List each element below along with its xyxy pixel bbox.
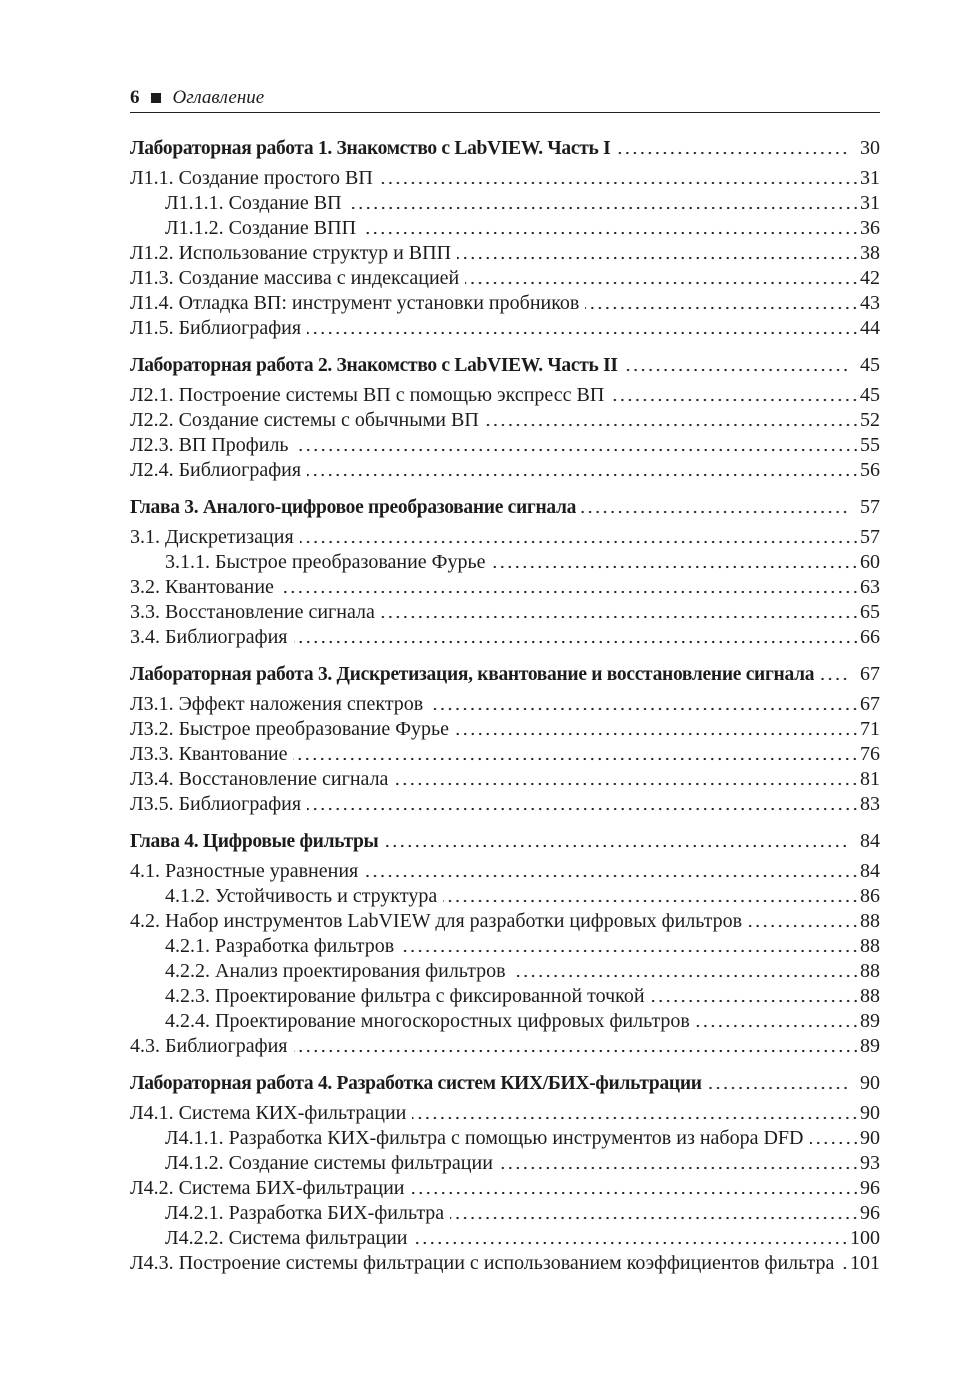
toc-entry-page-number: 38 <box>860 242 880 264</box>
dot-leader <box>748 909 859 934</box>
toc-entry-title: 4.2. Набор инструментов LabVIEW для разработки цифровых фильтров <box>130 910 743 932</box>
toc-entry-title: Л3.2. Быстрое преобразование Фурье <box>130 718 450 740</box>
dot-leader <box>840 1251 849 1276</box>
toc-entry-title: Л4.1. Система КИХ-фильтрации <box>130 1102 407 1124</box>
toc-subentry-page-number: 100 <box>850 1227 880 1249</box>
toc-heading-row <box>130 136 880 161</box>
toc-entry-page-number: 63 <box>860 576 880 598</box>
dot-leader <box>457 241 859 266</box>
dot-leader <box>818 662 849 687</box>
dot-leader <box>585 291 859 316</box>
dot-leader <box>300 525 859 550</box>
toc-entry-page-number: 67 <box>860 693 880 715</box>
toc-entry-row <box>130 241 880 266</box>
toc-entry-row <box>130 767 880 792</box>
toc-entry-title: Л2.4. Библиография <box>130 459 302 481</box>
running-head <box>130 86 880 110</box>
toc-heading-title: Глава 3. Аналого-цифровое преобразование сигнала <box>130 497 577 518</box>
toc-entry-row <box>130 383 880 408</box>
toc-entry-page-number: 57 <box>860 526 880 548</box>
dot-leader <box>295 433 859 458</box>
toc-entry-title: Л1.3. Создание массива с индексацией <box>130 267 460 289</box>
toc-subentry-row <box>130 1201 880 1226</box>
dot-leader <box>706 1071 849 1096</box>
dot-leader <box>465 266 859 291</box>
dot-leader <box>413 1226 849 1251</box>
toc-entry-title: Л3.5. Библиография <box>130 793 302 815</box>
dot-leader <box>810 1126 860 1151</box>
toc-heading-row <box>130 829 880 854</box>
toc-entry-title: 4.3. Библиография <box>130 1035 288 1057</box>
toc-heading-title: Лабораторная работа 2. Знакомство с LabVIEW. Часть II <box>130 355 618 376</box>
toc-heading-title: Лабораторная работа 1. Знакомство с LabVIEW. Часть I <box>130 138 611 159</box>
toc-subentry-title: Л1.1.1. Создание ВП <box>165 192 342 214</box>
dot-leader <box>455 717 859 742</box>
toc-entry-row <box>130 433 880 458</box>
toc-entry-row <box>130 1251 880 1276</box>
dot-leader <box>450 1201 859 1226</box>
toc-subentry-page-number: 31 <box>860 192 880 214</box>
toc-subentry-row <box>130 1226 880 1251</box>
toc-entry-row <box>130 717 880 742</box>
dot-leader <box>491 550 859 575</box>
toc-entry-title: Л3.4. Восстановление сигнала <box>130 768 389 790</box>
toc-entry-page-number: 55 <box>860 434 880 456</box>
toc-subentry-title: 4.2.2. Анализ проектирования фильтров <box>165 960 506 982</box>
toc-subentry-title: Л4.2.1. Разработка БИХ-фильтра <box>165 1202 445 1224</box>
toc-entry-page-number: 52 <box>860 409 880 431</box>
toc-subentry-row <box>130 934 880 959</box>
toc-entry-page-number: 88 <box>860 910 880 932</box>
toc-entry-title: 3.1. Дискретизация <box>130 526 294 548</box>
toc-entry-row <box>130 692 880 717</box>
toc-entry-row <box>130 166 880 191</box>
toc-subentry-page-number: 96 <box>860 1202 880 1224</box>
toc-subentry-title: 4.2.1. Разработка фильтров <box>165 935 395 957</box>
toc-heading-title: Лабораторная работа 4. Разработка систем КИХ/БИХ-фильтрации <box>130 1073 702 1094</box>
toc-entry-page-number: 76 <box>860 743 880 765</box>
toc-entry-row <box>130 625 880 650</box>
toc-subentry-title: 4.2.4. Проектирование многоскоростных цифровых фильтров <box>165 1010 690 1032</box>
dot-leader <box>379 166 859 191</box>
dot-leader <box>512 959 859 984</box>
toc-entry-title: Л1.1. Создание простого ВП <box>130 167 373 189</box>
dot-leader <box>294 1034 860 1059</box>
toc-entry-page-number: 56 <box>860 459 880 481</box>
dot-leader <box>307 458 859 483</box>
toc-entry-row <box>130 266 880 291</box>
toc-subentry-row <box>130 1151 880 1176</box>
toc-subentry-title: Л4.1.1. Разработка КИХ-фильтра с помощью инструментов из набора DFD <box>165 1127 804 1149</box>
toc-entry-page-number: 83 <box>860 793 880 815</box>
header-rule <box>130 112 880 113</box>
toc-subentry-row <box>130 984 880 1009</box>
toc-subentry-title: Л1.1.2. Создание ВПП <box>165 217 357 239</box>
dot-leader <box>622 353 849 378</box>
toc-subentry-row <box>130 1009 880 1034</box>
toc-entry-title: 3.2. Квантование <box>130 576 274 598</box>
toc-entry-title: Л1.2. Использование структур и ВПП <box>130 242 452 264</box>
toc-entry-row <box>130 575 880 600</box>
toc-heading-row <box>130 495 880 520</box>
toc-entry-row <box>130 1034 880 1059</box>
dot-leader <box>614 136 849 161</box>
dot-leader <box>580 495 849 520</box>
square-bullet-icon <box>151 93 161 103</box>
toc-entry-row <box>130 792 880 817</box>
toc-entry-page-number: 71 <box>860 718 880 740</box>
toc-entry-page-number: 81 <box>860 768 880 790</box>
dot-leader <box>362 216 859 241</box>
toc-entry-row <box>130 909 880 934</box>
dot-leader <box>294 625 860 650</box>
toc-subentry-title: 4.2.3. Проектирование фильтра с фиксированной точкой <box>165 985 645 1007</box>
toc-entry-page-number: 42 <box>860 267 880 289</box>
toc-entry-title: Л4.3. Построение системы фильтрации с использованием коэффициентов фильтра <box>130 1252 835 1274</box>
dot-leader <box>499 1151 859 1176</box>
toc-entry-page-number: 90 <box>860 1102 880 1124</box>
toc-subentry-page-number: 88 <box>860 935 880 957</box>
dot-leader <box>364 859 859 884</box>
dot-leader <box>412 1101 859 1126</box>
toc-entry-title: Л2.3. ВП Профиль <box>130 434 289 456</box>
toc-entry-page-number: 101 <box>850 1252 880 1274</box>
toc-subentry-row <box>130 550 880 575</box>
toc-subentry-page-number: 60 <box>860 551 880 573</box>
toc-subentry-page-number: 36 <box>860 217 880 239</box>
toc-entry-row <box>130 600 880 625</box>
toc-entry-title: Л3.1. Эффект наложения спектров <box>130 693 424 715</box>
toc-heading-row <box>130 662 880 687</box>
toc-heading-page-number: 67 <box>860 663 880 685</box>
toc-entry-page-number: 44 <box>860 317 880 339</box>
toc-entry-page-number: 96 <box>860 1177 880 1199</box>
toc-entry-row <box>130 1101 880 1126</box>
dot-leader <box>348 191 859 216</box>
toc-entry-page-number: 45 <box>860 384 880 406</box>
toc-entry-title: Л3.3. Квантование <box>130 743 288 765</box>
toc-subentry-row <box>130 191 880 216</box>
toc-subentry-page-number: 89 <box>860 1010 880 1032</box>
dot-leader <box>394 767 859 792</box>
dot-leader <box>293 742 859 767</box>
toc-entry-title: Л1.5. Библиография <box>130 317 302 339</box>
toc-entry-row <box>130 742 880 767</box>
toc-heading-page-number: 90 <box>860 1072 880 1094</box>
toc-entry-page-number: 84 <box>860 860 880 882</box>
toc-subentry-title: 4.1.2. Устойчивость и структура <box>165 885 438 907</box>
toc-entry-page-number: 66 <box>860 626 880 648</box>
toc-entry-title: Л1.4. Отладка ВП: инструмент установки пробников <box>130 292 580 314</box>
dot-leader <box>411 1176 859 1201</box>
toc-subentry-row <box>130 216 880 241</box>
dot-leader <box>382 829 849 854</box>
toc-entry-title: Л2.2. Создание системы с обычными ВП <box>130 409 479 431</box>
toc-heading-page-number: 57 <box>860 496 880 518</box>
toc-subentry-row <box>130 959 880 984</box>
toc-entry-row <box>130 525 880 550</box>
toc-entry-row <box>130 291 880 316</box>
toc-entry-row <box>130 859 880 884</box>
dot-leader <box>651 984 859 1009</box>
toc-entry-page-number: 65 <box>860 601 880 623</box>
toc-heading-page-number: 45 <box>860 354 880 376</box>
toc-subentry-page-number: 86 <box>860 885 880 907</box>
toc-entry-page-number: 43 <box>860 292 880 314</box>
toc-entry-row <box>130 1176 880 1201</box>
dot-leader <box>429 692 859 717</box>
toc-subentry-row <box>130 1126 880 1151</box>
dot-leader <box>443 884 859 909</box>
toc-subentry-title: Л4.1.2. Создание системы фильтрации <box>165 1152 493 1174</box>
dot-leader <box>307 792 859 817</box>
toc-subentry-title: Л4.2.2. Система фильтрации <box>165 1227 408 1249</box>
toc-subentry-row <box>130 884 880 909</box>
toc-heading-row <box>130 1071 880 1096</box>
dot-leader <box>696 1009 859 1034</box>
toc-subentry-page-number: 88 <box>860 960 880 982</box>
dot-leader <box>381 600 859 625</box>
toc-entry-title: 3.4. Библиография <box>130 626 288 648</box>
dot-leader <box>280 575 859 600</box>
toc-heading-title: Глава 4. Цифровые фильтры <box>130 831 379 852</box>
toc-heading-title: Лабораторная работа 3. Дискретизация, квантование и восстановление сигнала <box>130 664 815 685</box>
toc-heading-row <box>130 353 880 378</box>
toc-entry-page-number: 31 <box>860 167 880 189</box>
dot-leader <box>400 934 859 959</box>
toc-heading-page-number: 84 <box>860 830 880 852</box>
toc-entry-row <box>130 458 880 483</box>
toc-entry-title: Л4.2. Система БИХ-фильтрации <box>130 1177 405 1199</box>
page-number: 6 <box>130 87 140 108</box>
toc-subentry-page-number: 93 <box>860 1152 880 1174</box>
toc-entry-title: 4.1. Разностные уравнения <box>130 860 359 882</box>
dot-leader <box>307 316 859 341</box>
dot-leader <box>610 383 859 408</box>
toc-entry-page-number: 89 <box>860 1035 880 1057</box>
toc-entry-title: Л2.1. Построение системы ВП с помощью экспресс ВП <box>130 384 605 406</box>
dot-leader <box>485 408 859 433</box>
toc-heading-page-number: 30 <box>860 137 880 159</box>
running-title: Оглавление <box>172 87 265 108</box>
toc-subentry-title: 3.1.1. Быстрое преобразование Фурье <box>165 551 486 573</box>
toc-subentry-page-number: 90 <box>860 1127 880 1149</box>
table-of-contents <box>130 136 880 1276</box>
toc-entry-row <box>130 408 880 433</box>
toc-entry-title: 3.3. Восстановление сигнала <box>130 601 375 623</box>
toc-subentry-page-number: 88 <box>860 985 880 1007</box>
toc-entry-row <box>130 316 880 341</box>
